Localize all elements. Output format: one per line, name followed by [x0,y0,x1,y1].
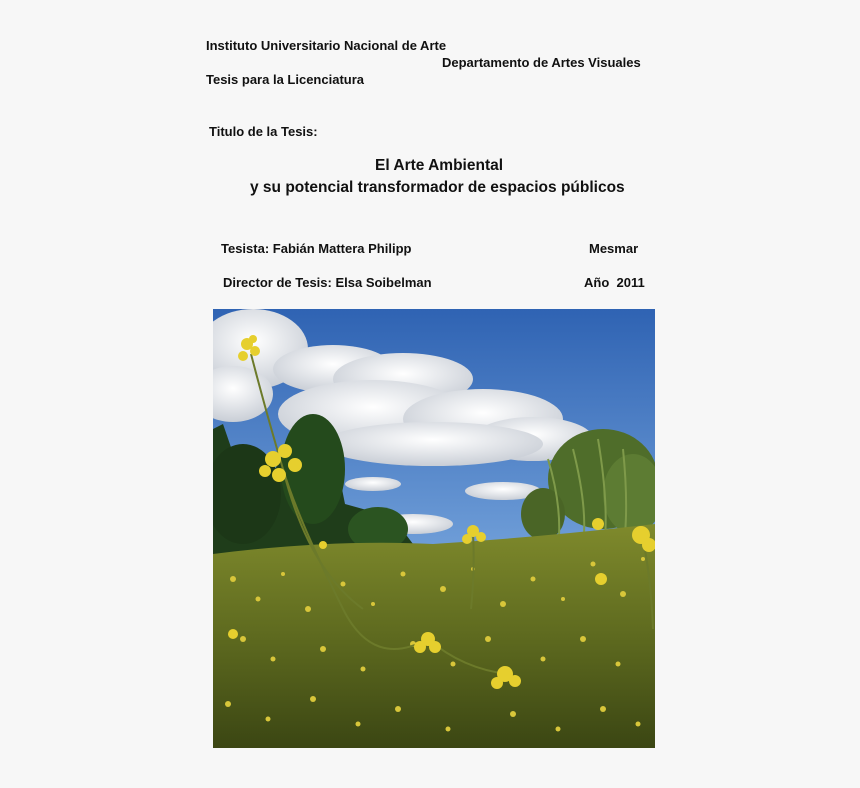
author-surname: Mesmar [589,241,639,256]
author-line: Tesista: Fabián Mattera Philipp [221,241,412,256]
thesis-title-line1: El Arte Ambiental [375,157,504,174]
department-name: Departamento de Artes Visuales [442,55,641,70]
thesis-title-line2: y su potencial transformador de espacios públicos [250,179,625,196]
cover-photo [213,309,655,748]
degree-line: Tesis para la Licenciatura [206,72,364,87]
title-label: Titulo de la Tesis: [209,124,318,139]
year-line: Año 2011 [584,275,645,290]
institution-name: Instituto Universitario Nacional de Arte [206,38,447,53]
director-line: Director de Tesis: Elsa Soibelman [223,275,432,290]
